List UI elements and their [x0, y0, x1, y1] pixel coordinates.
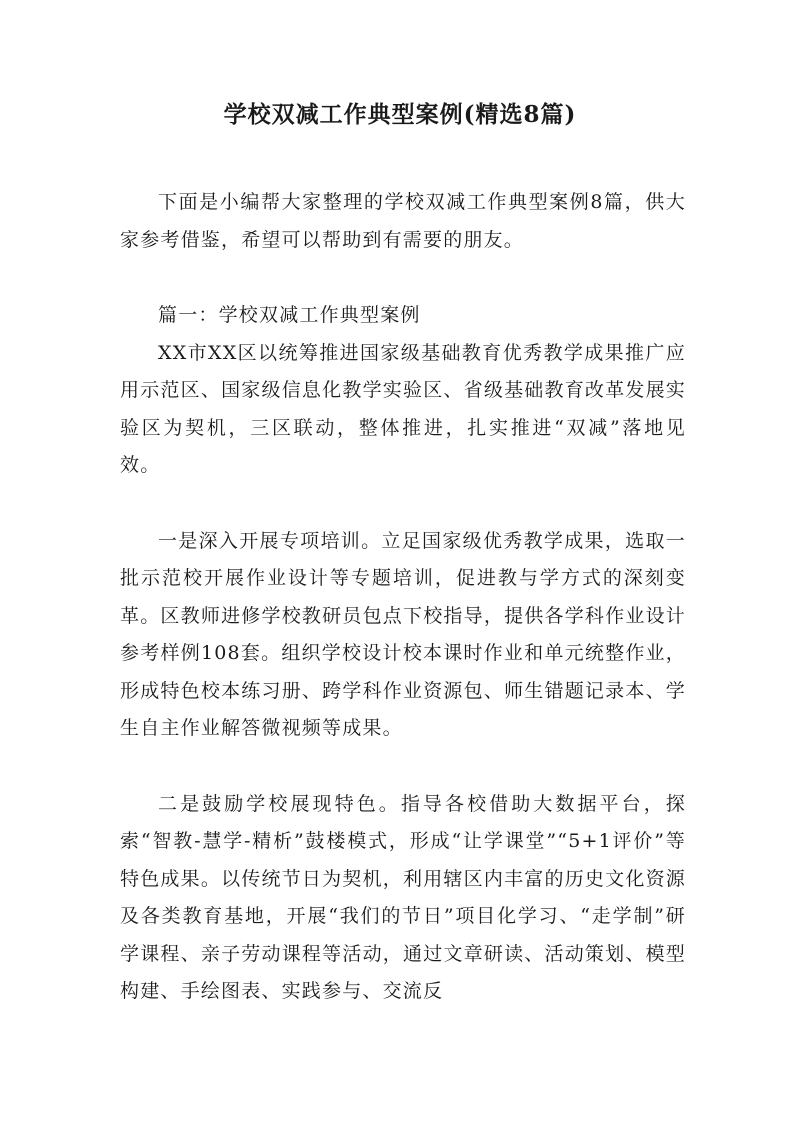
spacer	[120, 259, 686, 297]
intro-paragraph: 下面是小编帮大家整理的学校双减工作典型案例8篇，供大家参考借鉴，希望可以帮助到有需要的朋友。	[120, 191, 686, 251]
spacer	[120, 748, 686, 786]
paragraph-characteristics: 二是鼓励学校展现特色。指导各校借助大数据平台，探索“智教-慧学-精析”鼓楼模式，形成“让学课堂”“5+1评价”等特色成果。以传统节日为契机，利用辖区内丰富的历史文化资源及各类教育基地，开展“我们的节日”项目化学习、“走学制”研学课程、亲子劳动课程等活动，通过文章研读、活动策划、模型构建、手绘图表、实践参与、交流反	[120, 792, 686, 1002]
paragraph-overview: XX市XX区以统筹推进国家级基础教育优秀教学成果推广应用示范区、国家级信息化教学实验区、省级基础教育改革发展实验区为契机，三区联动，整体推进，扎实推进“双减”落地见效。	[120, 341, 686, 476]
spacer	[120, 485, 686, 523]
section-heading: 篇一：学校双减工作典型案例	[158, 304, 421, 326]
paragraph-training: 一是深入开展专项培训。立足国家级优秀教学成果，选取一批示范校开展作业设计等专题培训，促进教与学方式的深刻变革。区教师进修学校教研员包点下校指导，提供各学科作业设计参考样例108套。组织学校设计校本课时作业和单元统整作业，形成特色校本练习册、跨学科作业资源包、师生错题记录本、学生自主作业解答微视频等成果。	[120, 529, 686, 739]
document-title: 学校双减工作典型案例(精选8篇)	[223, 101, 577, 128]
document-body	[120, 184, 686, 1011]
